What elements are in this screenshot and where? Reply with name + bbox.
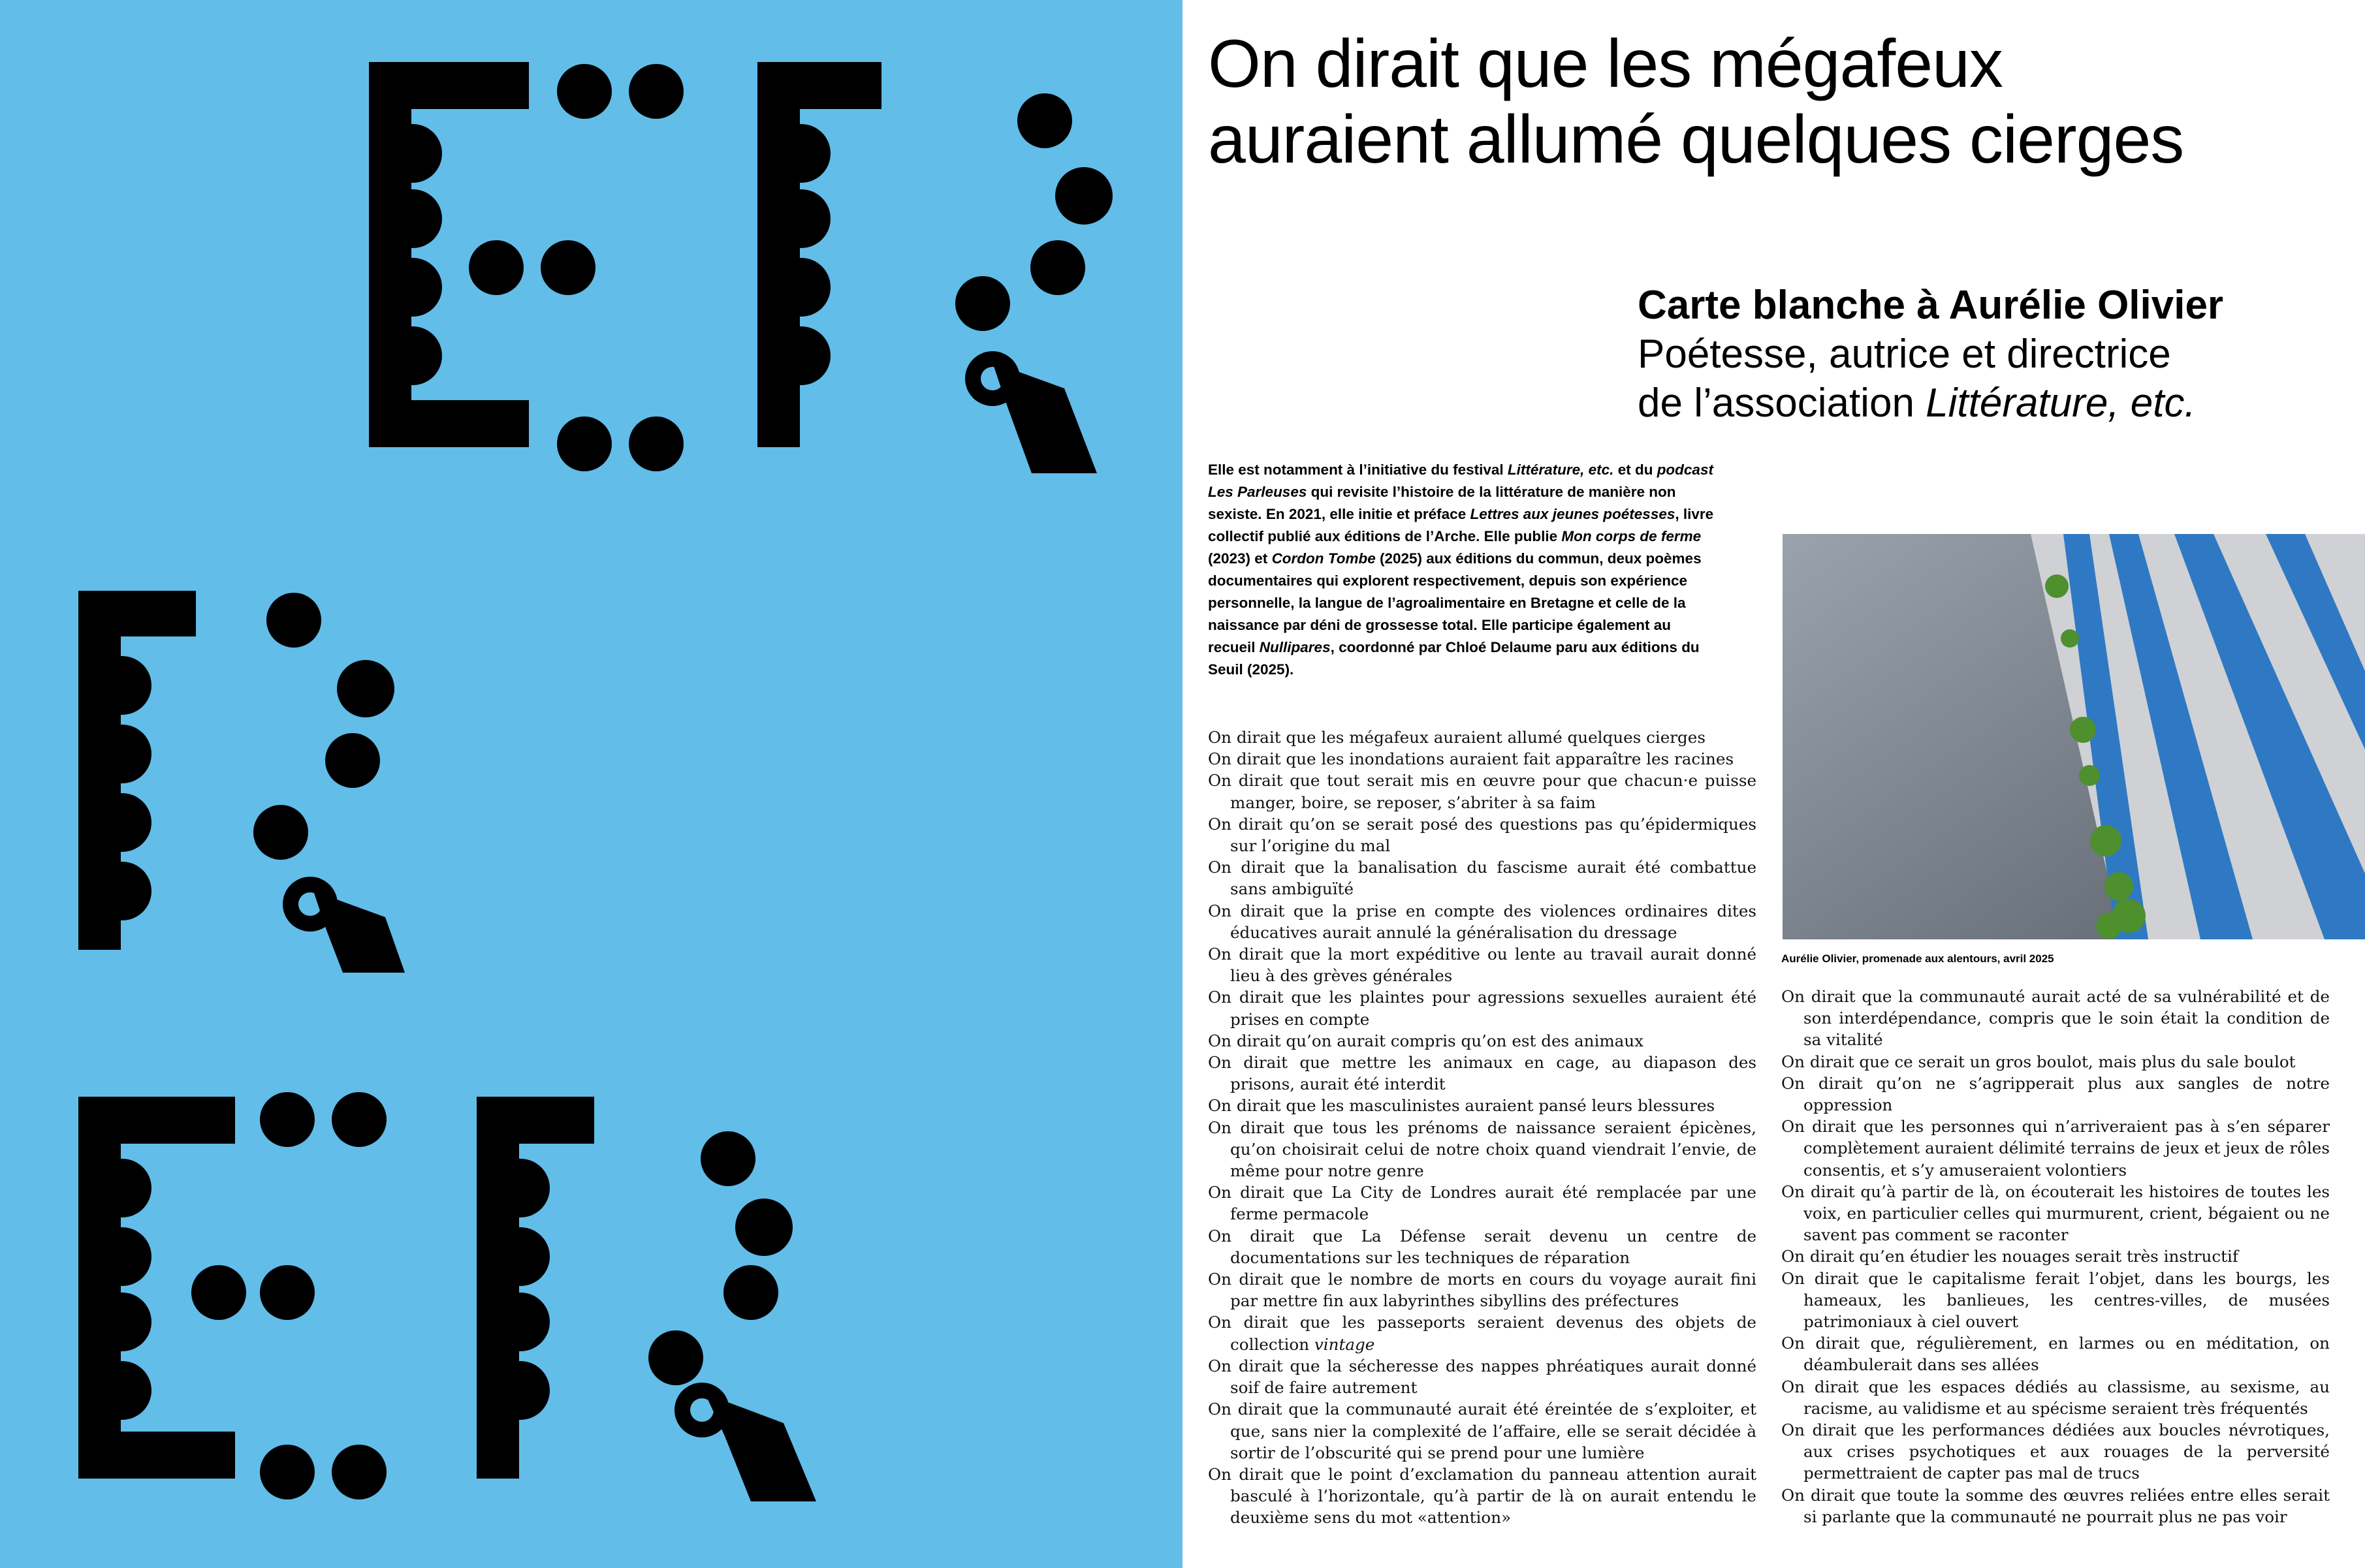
poem-line: On dirait que la mort expéditive ou lente au travail aurait donné lieu à des grèves générales (1208, 945, 1756, 986)
poem-line: On dirait que les passeports seraient devenus des objets de collection vintage (1208, 1313, 1756, 1354)
poem-line: On dirait que, régulièrement, en larmes ou en méditation, on déambulerait dans ses allées (1781, 1334, 2330, 1375)
poem-line: On dirait que les mégafeux auraient allumé quelques cierges (1208, 728, 1706, 747)
bio-segment: Cordon Tombe (1271, 550, 1376, 567)
poem-line: On dirait que la sécheresse des nappes phréatiques aurait donné soif de faire autrement (1208, 1356, 1756, 1398)
poem-line: On dirait qu’on aurait compris qu’on est des animaux (1208, 1031, 1644, 1050)
decorative-panel (0, 0, 1182, 1568)
poem-line: On dirait que mettre les animaux en cage, au diapason des prisons, aurait été interdit (1208, 1053, 1756, 1094)
bio-segment: , coordonné par Chloé Delaume paru aux éditions du Seuil (2025). (1208, 639, 1700, 678)
poem-line: On dirait que le nombre de morts en cours du voyage aurait fini par mettre fin aux labyrinthes sibyllins des préfectures (1208, 1270, 1756, 1311)
bio-segment: et du (1613, 462, 1657, 478)
photo-image (1783, 534, 2365, 939)
author-bio (1208, 459, 1721, 681)
poem-line: On dirait que tous les prénoms de naissance seraient épicènes, qu’on choisirait celui de notre choix quand viendrait l’envie, de même pour notre genre (1208, 1118, 1756, 1181)
poem-line: On dirait que La City de Londres aurait été remplacée par une ferme permacole (1208, 1183, 1756, 1224)
photo-caption: Aurélie Olivier, promenade aux alentours, avril 2025 (1781, 952, 2054, 965)
poem-line: On dirait que La Défense serait devenu un centre de documentations sur les techniques de réparation (1208, 1226, 1756, 1267)
subheading-name: Carte blanche à Aurélie Olivier (1638, 283, 2224, 328)
subheading-role-1: Poétesse, autrice et directrice (1638, 332, 2171, 377)
poem-line: On dirait que les masculinistes auraient pansé leurs blessures (1208, 1096, 1715, 1116)
poem-line: On dirait que la banalisation du fascisme aurait été combattue sans ambiguïté (1208, 858, 1756, 899)
poem-line: On dirait que les espaces dédiés au classisme, au sexisme, au racisme, au validisme et au spécisme seraient très fréquentés (1781, 1377, 2330, 1418)
poem-line: On dirait que les performances dédiées aux boucles névrotiques, aux crises psychotiques et aux rouages de la perversité permettraient de capter pas mal de trucs (1781, 1420, 2330, 1483)
poem-line: On dirait que le point d’exclamation du panneau attention aurait basculé à l’horizontale, qu’à partir de là on aurait entendu le deuxième sens du mot «attention» (1208, 1464, 1756, 1528)
poem-line: On dirait qu’on ne s’agripperait plus aux sangles de notre oppression (1781, 1073, 2330, 1115)
poem-line: On dirait qu’on se serait posé des questions pas qu’épidermiques sur l’origine du mal (1208, 814, 1756, 856)
title-line-1: On dirait que les mégafeux (1208, 26, 2003, 102)
bio-segment: Littérature, etc. (1507, 462, 1614, 478)
poem-line: On dirait que le capitalisme ferait l’objet, dans les bourgs, les hameaux, les banlieues, les centres-villes, de musées patrimoniaux à ciel ouvert (1781, 1268, 2330, 1332)
poem-line: On dirait que les personnes qui n’arriveraient pas à s’en séparer complètement auraient délimité terrains de jeux et jeux de rôles consentis, et s’y amuseraient volontiers (1781, 1117, 2330, 1180)
poem-line: On dirait que la communauté aurait été éreintée de s’exploiter, et que, sans nier la complexité de l’affaire, elle se serait décidée à sortir de l’obscurité qui se prend pour une lumière (1208, 1400, 1756, 1462)
bio-segment: Mon corps de ferme (1561, 528, 1702, 544)
bio-segment: (2023) et (1208, 550, 1272, 567)
bio-segment: Lettres aux jeunes poétesses (1470, 506, 1675, 522)
photo (1783, 534, 2365, 939)
bio-segment: (2025) aux éditions du commun, deux poèmes documentaires qui explorent respectivement, depuis son expérience personnelle, la langue de l’agroalimentaire en Bretagne et celle de la naissance par déni de grossesse total. Elle participe également au recueil (1208, 550, 1702, 655)
poem-line: On dirait qu’en étudier les nouages serait très instructif (1781, 1247, 2239, 1266)
title-line-2: auraient allumé quelques cierges (1208, 102, 2184, 178)
page-title (1208, 26, 2344, 178)
bio-segment: , livre collectif publié aux éditions de l’Arche. Elle publie (1208, 506, 1714, 544)
poem-line: On dirait que toute la somme des œuvres reliées entre elles serait si parlante que la communauté ne pourrait plus ne pas voir (1781, 1485, 2330, 1526)
bio-segment: Nullipares (1259, 639, 1331, 655)
poem-line: On dirait que les inondations auraient fait apparaître les racines (1208, 749, 1734, 769)
subheading-role-2: de l’association Littérature, etc. (1638, 381, 2196, 426)
poem-line: On dirait que les plaintes pour agressions sexuelles auraient été prises en compte (1208, 988, 1756, 1029)
bio-segment: Elle est notamment à l’initiative du festival (1208, 462, 1508, 478)
poem-line: On dirait que ce serait un gros boulot, mais plus du sale boulot (1781, 1052, 2296, 1071)
panel-background (0, 0, 1182, 1568)
bio-segment: qui revisite l’histoire de la littérature de manière non sexiste. En 2021, elle initie et préface (1208, 484, 1676, 522)
poem-line: On dirait que la communauté aurait acté de sa vulnérabilité et de son interdépendance, compris que le soin était la condition de sa vitalité (1781, 987, 2330, 1050)
poem-line: On dirait que tout serait mis en œuvre pour que chacun·e puisse manger, boire, se reposer, s’abriter à sa faim (1208, 771, 1756, 812)
subheading (1638, 281, 2349, 428)
bio-segment: podcast Les Parleuses (1208, 462, 1713, 500)
poem-line: On dirait qu’à partir de là, on écouterait les histoires de toutes les voix, en particulier celles qui murmurent, crient, bégaient ou ne savent pas comment se raconter (1781, 1182, 2330, 1245)
poem-column-right (1781, 986, 2330, 1528)
poem-column-left (1208, 727, 1756, 1529)
dotted-letters-illustration (0, 0, 1182, 1568)
poem-line: On dirait que la prise en compte des violences ordinaires dites éducatives aurait annulé la généralisation du dressage (1208, 901, 1756, 942)
